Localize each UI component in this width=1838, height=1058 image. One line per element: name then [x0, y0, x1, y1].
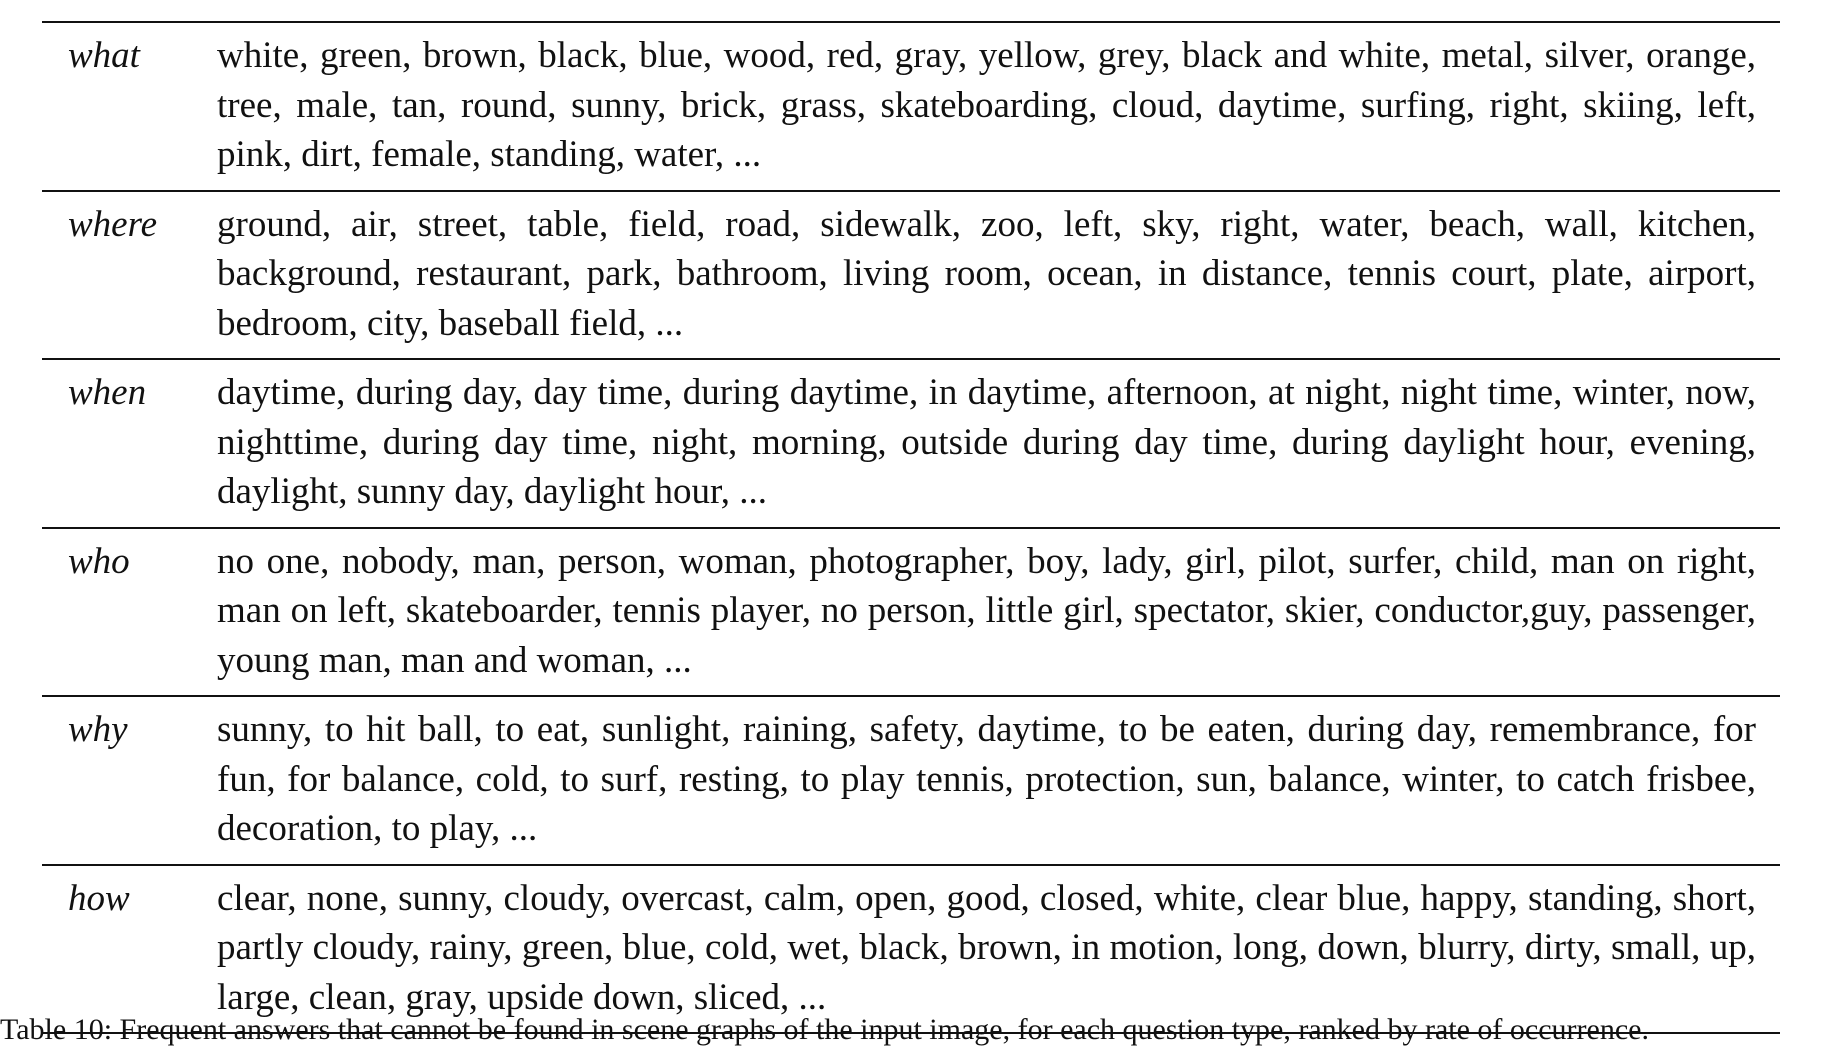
question-type-cell: who	[68, 540, 130, 582]
answers-table-container	[42, 21, 1780, 1034]
frequent-answers-table	[42, 21, 1780, 1034]
question-type-cell: what	[68, 35, 140, 76]
question-type-cell: how	[68, 877, 130, 919]
question-type-cell: why	[68, 709, 128, 750]
answers-cell: ground, air, street, table, field, road, sidewalk, zoo, left, sky, right, water, beach, wall, kitchen, background, restaurant, park, bathroom, living room, ocean, in distance, tennis court, plate, airport, bedroom, city, baseball field, ...	[217, 203, 1756, 344]
answers-cell: no one, nobody, man, person, woman, photographer, boy, lady, girl, pilot, surfer, child, man on right, man on left, skateboarder, tennis player, no person, little girl, spectator, skier, conductor,guy, passenger, young man, man and woman, ...	[217, 540, 1756, 681]
question-type-cell: when	[68, 372, 147, 413]
table-row-what	[42, 22, 1780, 191]
table-row-who	[42, 528, 1780, 697]
table-caption: Table 10: Frequent answers that cannot be found in scene graphs of the input image, for each question type, ranked by rate of occurrence.	[0, 1013, 1649, 1046]
table-row-why	[42, 696, 1780, 865]
answers-cell: clear, none, sunny, cloudy, overcast, calm, open, good, closed, white, clear blue, happy, standing, short, partly cloudy, rainy, green, blue, cold, wet, black, brown, in motion, long, down, blurry, dirty, small, up, large, clean, gray, upside down, sliced, ...	[217, 877, 1756, 1018]
table-row-where	[42, 191, 1780, 360]
table-row-how	[42, 865, 1780, 1034]
table-row-when	[42, 359, 1780, 528]
answers-cell: daytime, during day, day time, during daytime, in daytime, afternoon, at night, night time, winter, now, nighttime, during day time, night, morning, outside during day time, during daylight hour, evening, daylight, sunny day, daylight hour, ...	[217, 372, 1756, 512]
question-type-cell: where	[68, 203, 158, 245]
answers-cell: white, green, brown, black, blue, wood, red, gray, yellow, grey, black and white, metal, silver, orange, tree, male, tan, round, sunny, brick, grass, skateboarding, cloud, daytime, surfing, right, skiing, left, pink, dirt, female, standing, water, ...	[217, 35, 1756, 175]
answers-cell: sunny, to hit ball, to eat, sunlight, raining, safety, daytime, to be eaten, during day, remembrance, for fun, for balance, cold, to surf, resting, to play tennis, protection, sun, balance, winter, to catch frisbee, decoration, to play, ...	[217, 709, 1756, 849]
